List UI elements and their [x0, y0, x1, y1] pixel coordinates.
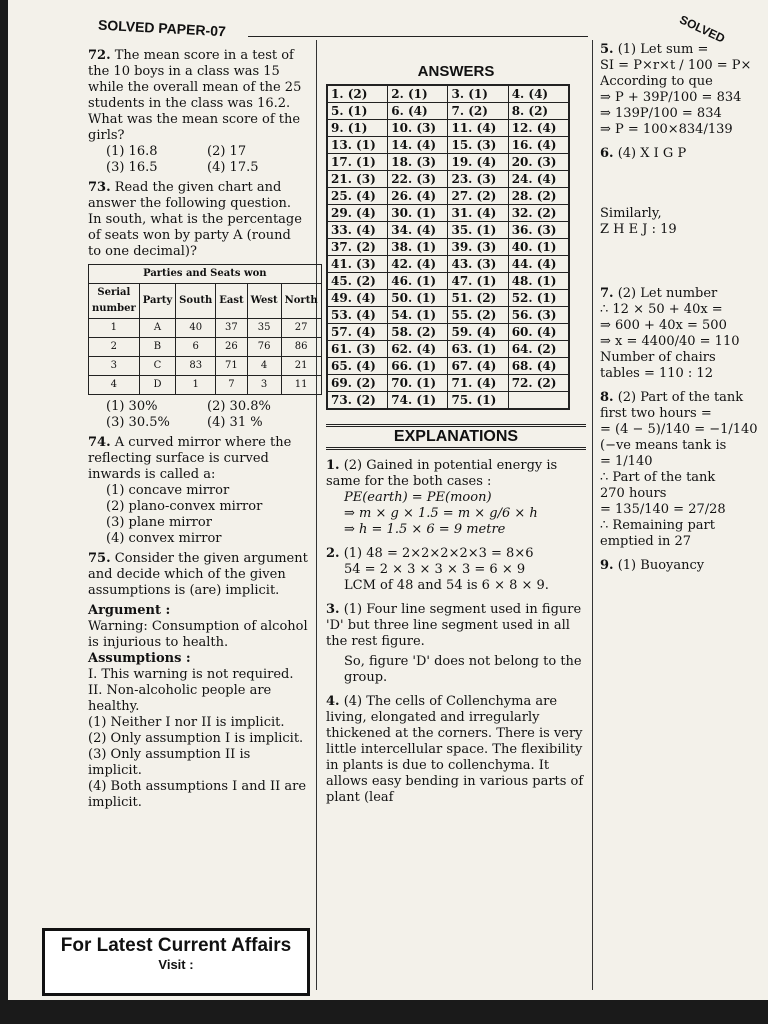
formula-line: PE(earth) = PE(moon) — [344, 490, 492, 505]
answer-row — [327, 120, 569, 137]
header-rule — [248, 36, 588, 37]
formula-line: LCM of 48 and 54 is 6 × 8 × 9. — [344, 578, 549, 593]
book-page — [8, 0, 768, 1000]
option: (3) plane mirror — [106, 515, 212, 530]
explanation-number: 7. — [600, 286, 614, 301]
explanation-number: 2. — [326, 546, 340, 561]
question-number: 75. — [88, 551, 111, 566]
table-header: Serial number — [89, 284, 140, 319]
table-cell: 6 — [176, 338, 216, 357]
answer-row — [327, 103, 569, 120]
formula-line: ⇒ h = 1.5 × 6 = 9 metre — [344, 522, 506, 537]
table-cell: 4 — [247, 357, 281, 376]
answer-cell: 47. (1) — [448, 273, 508, 290]
option: (2) Only assumption I is implicit. — [88, 731, 304, 746]
table-cell: 7 — [216, 376, 247, 395]
answer-cell: 24. (4) — [508, 171, 569, 188]
answer-cell: 58. (2) — [388, 324, 448, 341]
question-text: The mean score in a test of the 10 boys in a class was 15 while the overall mean of the 25 students in the class was 16.2. What was the mean score of the girls? — [88, 48, 302, 143]
answer-row — [327, 290, 569, 307]
table-header: West — [247, 284, 281, 319]
option: (2) 17 — [207, 144, 247, 159]
answer-cell: 66. (1) — [388, 358, 448, 375]
answer-row — [327, 273, 569, 290]
argument-label: Argument : — [88, 603, 171, 618]
answer-cell: 59. (4) — [448, 324, 508, 341]
answer-cell: 45. (2) — [327, 273, 388, 290]
table-cell: 35 — [247, 319, 281, 338]
assumption: II. Non-alcoholic people are healthy. — [88, 683, 272, 714]
question-75 — [88, 551, 308, 811]
explanation-text: (1) Buoyancy — [617, 558, 705, 573]
answer-cell: 54. (1) — [388, 307, 448, 324]
answer-cell: 56. (3) — [508, 307, 569, 324]
formula-line: ⇒ m × g × 1.5 = m × g/6 × h — [344, 506, 538, 521]
formula-line: Z H E J : 19 — [600, 222, 677, 237]
answer-cell: 51. (2) — [448, 290, 508, 307]
answer-cell: 50. (1) — [388, 290, 448, 307]
table-title: Parties and Seats won — [89, 265, 322, 284]
answer-row — [327, 239, 569, 256]
explanation-7 — [600, 286, 768, 382]
answer-cell: 61. (3) — [327, 341, 388, 358]
option: (4) 31 % — [207, 415, 263, 430]
answer-cell: 3. (1) — [448, 85, 508, 103]
answer-row — [327, 85, 569, 103]
answer-row — [327, 171, 569, 188]
table-cell: 76 — [247, 338, 281, 357]
answer-cell: 10. (3) — [388, 120, 448, 137]
answer-cell: 63. (1) — [448, 341, 508, 358]
explanation-text: So, figure 'D' does not belong to the group. — [344, 654, 582, 685]
formula-line: SI = P×r×t / 100 = P× — [600, 58, 752, 73]
table-cell: C — [139, 357, 175, 376]
formula-line: ∴ Part of the tank — [600, 470, 716, 485]
answer-cell: 9. (1) — [327, 120, 388, 137]
answer-cell: 44. (4) — [508, 256, 569, 273]
table-cell: 3 — [247, 376, 281, 395]
explanation-text: (2) Gained in potential energy is same for the both cases : — [326, 458, 558, 489]
answer-row — [327, 205, 569, 222]
answer-cell: 41. (3) — [327, 256, 388, 273]
formula-line: ⇒ x = 4400/40 = 110 — [600, 334, 740, 349]
formula-line: tables = 110 : 12 — [600, 366, 713, 381]
explanation-5 — [600, 42, 768, 138]
table-header: Party — [139, 284, 175, 319]
answer-cell: 55. (2) — [448, 307, 508, 324]
table-cell: 11 — [281, 376, 321, 395]
answer-cell: 68. (4) — [508, 358, 569, 375]
answer-cell: 28. (2) — [508, 188, 569, 205]
argument-text: Warning: Consumption of alcohol is injurious to health. — [88, 619, 308, 650]
explanation-8 — [600, 390, 768, 550]
formula-line: (2) Let number — [617, 286, 718, 301]
answer-cell: 35. (1) — [448, 222, 508, 239]
answer-cell: 20. (3) — [508, 154, 569, 171]
answer-cell: 19. (4) — [448, 154, 508, 171]
table-row — [89, 338, 322, 357]
answer-cell: 53. (4) — [327, 307, 388, 324]
formula-line: (1) Let sum = — [617, 42, 709, 57]
answer-row — [327, 256, 569, 273]
question-number: 73. — [88, 180, 111, 195]
formula-line: According to que — [600, 74, 713, 89]
page-header-title: SOLVED PAPER-07 — [97, 16, 227, 40]
answer-cell: 48. (1) — [508, 273, 569, 290]
formula-line: ∴ Remaining part — [600, 518, 715, 533]
answer-cell: 40. (1) — [508, 239, 569, 256]
answer-cell: 70. (1) — [388, 375, 448, 392]
formula-line: (1) 48 = 2×2×2×2×3 = 8×6 — [343, 546, 534, 561]
option: (4) 17.5 — [207, 160, 259, 175]
formula-line: ⇒ P + 39P/100 = 834 — [600, 90, 742, 105]
answer-cell: 69. (2) — [327, 375, 388, 392]
answer-cell: 22. (3) — [388, 171, 448, 188]
column-divider-left — [316, 40, 317, 990]
question-text: A curved mirror where the reflecting surface is curved inwards is called a: — [88, 435, 292, 482]
answer-cell: 12. (4) — [508, 120, 569, 137]
answer-cell: 49. (4) — [327, 290, 388, 307]
explanation-number: 6. — [600, 146, 614, 161]
answer-row — [327, 375, 569, 392]
formula-line: (−ve means tank is — [600, 438, 727, 453]
answer-cell: 74. (1) — [388, 392, 448, 410]
left-column — [88, 48, 318, 815]
middle-column — [326, 60, 586, 814]
table-cell: 27 — [281, 319, 321, 338]
answer-cell — [508, 392, 569, 410]
answer-row — [327, 222, 569, 239]
answers-table — [326, 84, 570, 410]
explanation-number: 8. — [600, 390, 614, 405]
formula-line: 54 = 2 × 3 × 3 × 3 = 6 × 9 — [344, 562, 526, 577]
option: (4) convex mirror — [106, 531, 222, 546]
formula-line: = 1/140 — [600, 454, 653, 469]
table-cell: 37 — [216, 319, 247, 338]
answer-cell: 73. (2) — [327, 392, 388, 410]
answer-cell: 65. (4) — [327, 358, 388, 375]
table-header: South — [176, 284, 216, 319]
explanation-4 — [326, 694, 586, 806]
question-74 — [88, 435, 308, 547]
answer-row — [327, 341, 569, 358]
table-cell: 71 — [216, 357, 247, 376]
question-text: Consider the given argument and decide which of the given assumptions is (are) implicit. — [88, 551, 308, 598]
answer-cell: 25. (4) — [327, 188, 388, 205]
page-header-right: SOLVED — [677, 12, 728, 46]
promo-visit: Visit : — [158, 957, 194, 972]
answer-row — [327, 324, 569, 341]
question-number: 72. — [88, 48, 111, 63]
option: (2) 30.8% — [207, 399, 271, 414]
answer-cell: 15. (3) — [448, 137, 508, 154]
table-cell: D — [139, 376, 175, 395]
table-cell: B — [139, 338, 175, 357]
explanation-number: 4. — [326, 694, 340, 709]
formula-line: (2) Part of the tank — [617, 390, 744, 405]
answer-cell: 30. (1) — [388, 205, 448, 222]
answer-cell: 42. (4) — [388, 256, 448, 273]
answer-cell: 33. (4) — [327, 222, 388, 239]
formula-line: ⇒ P = 100×834/139 — [600, 122, 733, 137]
formula-line: emptied in 27 — [600, 534, 692, 549]
answer-cell: 38. (1) — [388, 239, 448, 256]
promo-title: For Latest Current Affairs — [60, 935, 292, 956]
answer-row — [327, 188, 569, 205]
answer-cell: 39. (3) — [448, 239, 508, 256]
table-cell: 86 — [281, 338, 321, 357]
table-cell: A — [139, 319, 175, 338]
table-cell: 26 — [216, 338, 247, 357]
formula-line: = 135/140 = 27/28 — [600, 502, 726, 517]
formula-line: 270 hours — [600, 486, 667, 501]
answer-cell: 62. (4) — [388, 341, 448, 358]
formula-line: Number of chairs — [600, 350, 716, 365]
answer-cell: 75. (1) — [448, 392, 508, 410]
answer-cell: 6. (4) — [388, 103, 448, 120]
answer-cell: 5. (1) — [327, 103, 388, 120]
table-body — [89, 319, 322, 395]
answer-cell: 46. (1) — [388, 273, 448, 290]
question-text: Read the given chart and answer the following question. In south, what is the percentage of seats won by party A (round to one decimal)? — [88, 180, 302, 259]
option: (3) 16.5 — [106, 160, 158, 175]
option: (2) plano-convex mirror — [106, 499, 263, 514]
option: (4) Both assumptions I and II are implicit. — [88, 779, 307, 810]
answer-row — [327, 358, 569, 375]
formula-line: ⇒ 600 + 40x = 500 — [600, 318, 727, 333]
answer-cell: 29. (4) — [327, 205, 388, 222]
series-diagram — [600, 238, 768, 278]
answer-cell: 7. (2) — [448, 103, 508, 120]
option: (1) 30% — [106, 399, 158, 414]
answer-cell: 71. (4) — [448, 375, 508, 392]
answer-cell: 32. (2) — [508, 205, 569, 222]
explanation-3 — [326, 602, 586, 686]
right-column — [600, 42, 768, 992]
option: (3) Only assumption II is implicit. — [88, 747, 251, 778]
table-cell: 83 — [176, 357, 216, 376]
series-diagram — [600, 162, 768, 206]
answer-cell: 34. (4) — [388, 222, 448, 239]
explanation-number: 1. — [326, 458, 340, 473]
answer-cell: 1. (2) — [327, 85, 388, 103]
explanation-text: (4) The cells of Collenchyma are living, elongated and irregularly thickened at the corners. There is very little intercellular space. The flexibility in plants is due to collenchyma. It allows easy bending in various parts of plant (leaf — [326, 694, 584, 805]
answer-cell: 52. (1) — [508, 290, 569, 307]
formula-line: first two hours = — [600, 406, 712, 421]
answer-cell: 21. (3) — [327, 171, 388, 188]
answer-cell: 17. (1) — [327, 154, 388, 171]
answer-cell: 13. (1) — [327, 137, 388, 154]
answer-cell: 72. (2) — [508, 375, 569, 392]
option: (3) 30.5% — [106, 415, 170, 430]
explanation-text: (1) Four line segment used in figure 'D' but three line segment used in all the rest figure. — [326, 602, 582, 649]
question-73 — [88, 180, 318, 431]
answer-cell: 67. (4) — [448, 358, 508, 375]
answer-cell: 64. (2) — [508, 341, 569, 358]
explanations-title: EXPLANATIONS — [326, 424, 586, 450]
table-cell: 21 — [281, 357, 321, 376]
table-cell: 3 — [89, 357, 140, 376]
table-cell: 1 — [89, 319, 140, 338]
answer-cell: 37. (2) — [327, 239, 388, 256]
table-cell: 1 — [176, 376, 216, 395]
table-row — [89, 357, 322, 376]
column-divider-right — [592, 40, 593, 990]
answer-cell: 57. (4) — [327, 324, 388, 341]
explanation-2 — [326, 546, 586, 594]
explanation-1 — [326, 458, 586, 538]
answer-cell: 43. (3) — [448, 256, 508, 273]
table-cell: 2 — [89, 338, 140, 357]
answer-cell: 2. (1) — [388, 85, 448, 103]
question-72 — [88, 48, 308, 176]
explanation-9 — [600, 558, 768, 574]
answer-cell: 8. (2) — [508, 103, 569, 120]
answer-row — [327, 392, 569, 410]
answer-cell: 4. (4) — [508, 85, 569, 103]
option: (1) concave mirror — [106, 483, 230, 498]
table-cell: 4 — [89, 376, 140, 395]
parties-seats-table — [88, 264, 322, 395]
answers-title: ANSWERS — [417, 63, 495, 80]
table-cell: 40 — [176, 319, 216, 338]
table-header: East — [216, 284, 247, 319]
answer-cell: 26. (4) — [388, 188, 448, 205]
option: (1) Neither I nor II is implicit. — [88, 715, 285, 730]
table-row — [89, 319, 322, 338]
table-row — [89, 376, 322, 395]
explanation-6 — [600, 146, 768, 278]
answer-cell: 31. (4) — [448, 205, 508, 222]
explanation-number: 9. — [600, 558, 614, 573]
assumptions-label: Assumptions : — [88, 651, 191, 666]
question-number: 74. — [88, 435, 111, 450]
formula-line: ⇒ 139P/100 = 834 — [600, 106, 722, 121]
assumption: I. This warning is not required. — [88, 667, 294, 682]
promo-box — [42, 928, 310, 996]
formula-line: ∴ 12 × 50 + 40x = — [600, 302, 723, 317]
explanation-number: 3. — [326, 602, 340, 617]
explanation-number: 5. — [600, 42, 614, 57]
answer-cell: 11. (4) — [448, 120, 508, 137]
answer-cell: 16. (4) — [508, 137, 569, 154]
answer-row — [327, 137, 569, 154]
answer-cell: 14. (4) — [388, 137, 448, 154]
answer-row — [327, 307, 569, 324]
option: (1) 16.8 — [106, 144, 158, 159]
answer-cell: 27. (2) — [448, 188, 508, 205]
formula-line: (4) X I G P — [617, 146, 687, 161]
answer-cell: 60. (4) — [508, 324, 569, 341]
answers-body — [327, 85, 569, 409]
answer-cell: 18. (3) — [388, 154, 448, 171]
answer-row — [327, 154, 569, 171]
table-header: North — [281, 284, 321, 319]
formula-line: = (4 − 5)/140 = −1/140 — [600, 422, 758, 437]
answer-cell: 23. (3) — [448, 171, 508, 188]
answer-cell: 36. (3) — [508, 222, 569, 239]
formula-line: Similarly, — [600, 206, 662, 221]
